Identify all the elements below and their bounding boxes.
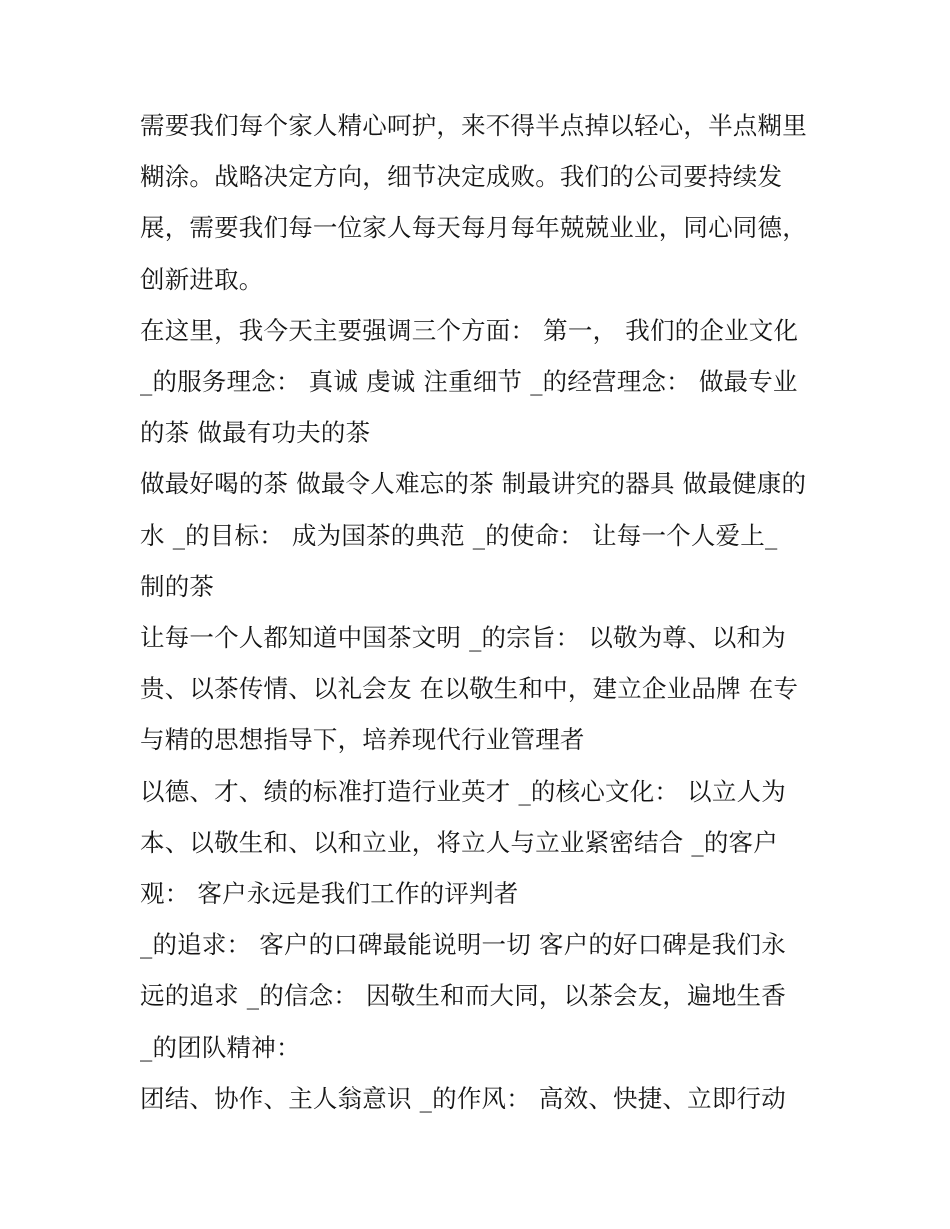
text-line: 以德、才、绩的标准打造行业英才 _的核心文化： 以立人为 [140, 776, 786, 806]
text-line: 制的茶 [140, 571, 215, 601]
paragraph-1 [140, 100, 830, 305]
text-line: 让每一个人都知道中国茶文明 _的宗旨： 以敬为尊、以和为 [140, 623, 786, 653]
text-line: 水 _的目标： 成为国茶的典范 _的使命： 让每一个人爱上_ [140, 520, 778, 550]
paragraph-6 [140, 919, 830, 1073]
text-line: 在这里，我今天主要强调三个方面： 第一， 我们的企业文化 [140, 315, 799, 345]
paragraph-3 [140, 458, 830, 612]
paragraph-7 [140, 1073, 830, 1124]
text-line: 糊涂。战略决定方向，细节决定成败。我们的公司要持续发 [140, 162, 783, 192]
paragraph-5 [140, 766, 830, 920]
text-line: 观： 客户永远是我们工作的评判者 [140, 879, 519, 909]
text-line: 创新进取。 [140, 264, 264, 294]
text-line: _的追求： 客户的口碑最能说明一切 客户的好口碑是我们永 [140, 930, 786, 960]
text-line: 与精的思想指导下，培养现代行业管理者 [140, 725, 585, 755]
text-line: 需要我们每个家人精心呵护，来不得半点掉以轻心，半点糊里 [140, 111, 807, 140]
text-line: _的团队精神： [140, 1032, 301, 1062]
text-line: 贵、以茶传情、以礼会友 在以敬生和中，建立企业品牌 在专 [140, 674, 799, 704]
text-line: 展，需要我们每一位家人每天每月每年兢兢业业，同心同德， [140, 213, 807, 243]
text-line: 团结、协作、主人翁意识 _的作风： 高效、快捷、立即行动 [140, 1083, 786, 1113]
text-line: 的茶 做最有功夫的茶 [140, 418, 371, 448]
text-line: 做最好喝的茶 做最令人难忘的茶 制最讲究的器具 做最健康的 [140, 469, 807, 499]
text-line: _的服务理念： 真诚 虔诚 注重细节 _的经营理念： 做最专业 [140, 367, 798, 397]
paragraph-4 [140, 612, 830, 766]
document-body [140, 100, 830, 1124]
text-line: 本、以敬生和、以和立业，将立人与立业紧密结合 _的客户 [140, 827, 778, 857]
text-line: 远的追求 _的信念： 因敬生和而大同，以茶会友，遍地生香 [140, 981, 786, 1011]
paragraph-2 [140, 305, 830, 459]
